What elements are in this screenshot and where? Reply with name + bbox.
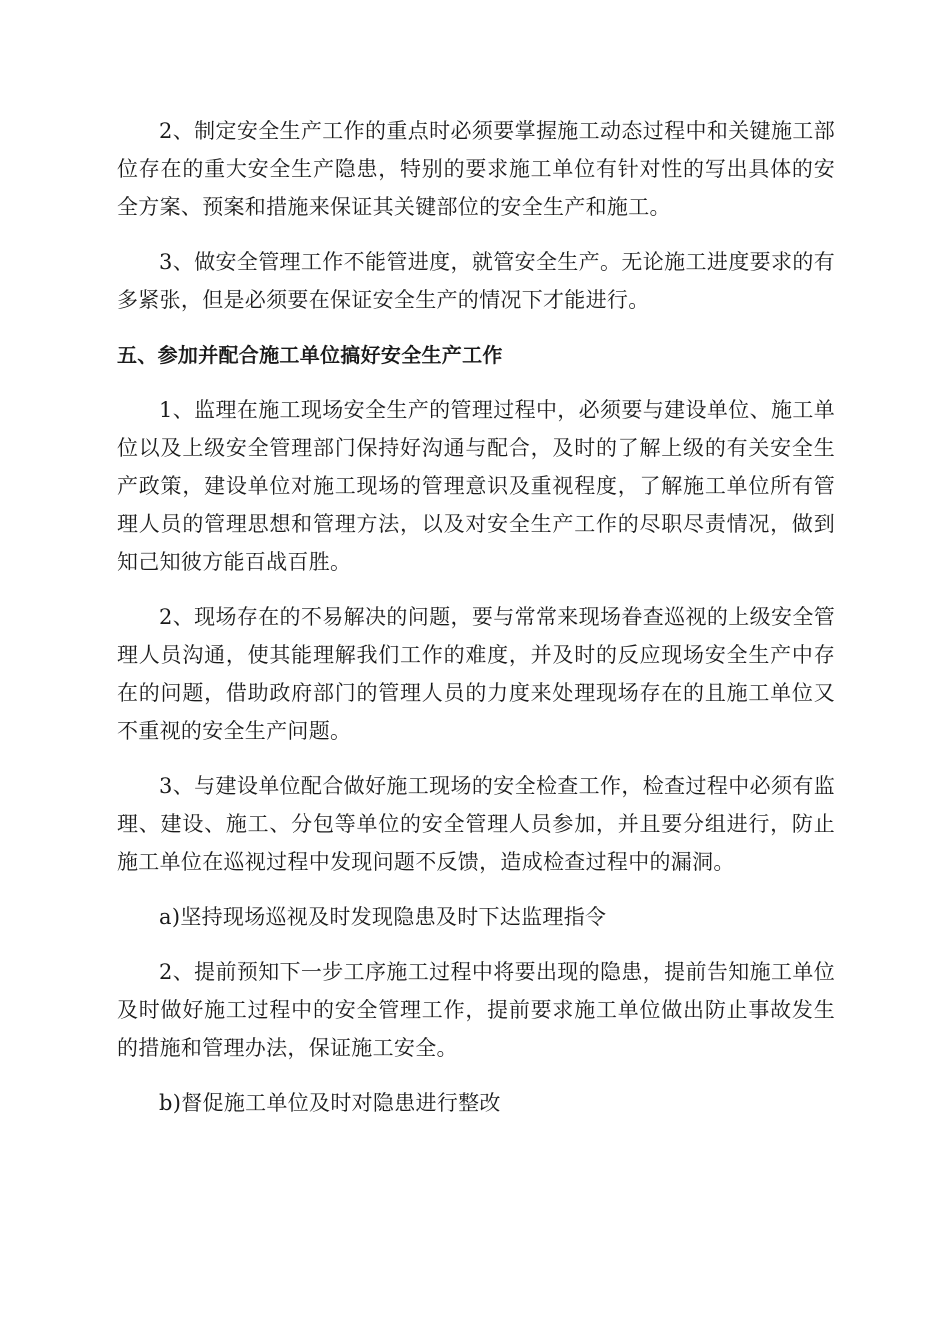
paragraph-hazard-prediction: 2、提前预知下一步工序施工过程中将要出现的隐患，提前告知施工单位及时做好施工过程中的安全管理工作，提前要求施工单位做出防止事故发生的措施和管理办法，保证施工安全。: [117, 960, 835, 1060]
paragraph-safety-inspection: 3、与建设单位配合做好施工现场的安全检查工作，检查过程中必须有监理、建设、施工、分包等单位的安全管理人员参加，并且要分组进行，防止施工单位在巡视过程中发现问题不反馈，造成检查过程中的漏洞。: [117, 774, 835, 874]
paragraph-communication: 1、监理在施工现场安全生产的管理过程中，必须要与建设单位、施工单位以及上级安全管理部门保持好沟通与配合，及时的了解上级的有关安全生产政策，建设单位对施工现场的管理意识及重视程度，了解施工单位所有管理人员的管理思想和管理方法，以及对安全生产工作的尽职尽责情况，做到知己知彼方能百战百胜。: [117, 398, 835, 574]
subheading-rectification: b)督促施工单位及时对隐患进行整改: [159, 1091, 501, 1115]
section-heading-cooperation: 五、参加并配合施工单位搞好安全生产工作: [117, 343, 503, 367]
document-body: [117, 112, 835, 1139]
paragraph-safety-focus: 2、制定安全生产工作的重点时必须要掌握施工动态过程中和关键施工部位存在的重大安全生产隐患，特别的要求施工单位有针对性的写出具体的安全方案、预案和措施来保证其关键部位的安全生产和施工。: [117, 119, 835, 219]
paragraph-difficult-problems: 2、现场存在的不易解决的问题，要与常常来现场眷查巡视的上级安全管理人员沟通，使其能理解我们工作的难度，并及时的反应现场安全生产中存在的问题，借助政府部门的管理人员的力度来处理现场存在的且施工单位又不重视的安全生产问题。: [117, 605, 835, 743]
paragraph-progress-vs-safety: 3、做安全管理工作不能管进度，就管安全生产。无论施工进度要求的有多紧张，但是必须要在保证安全生产的情况下才能进行。: [117, 250, 835, 312]
subheading-site-patrol: a)坚持现场巡视及时发现隐患及时下达监理指令: [159, 905, 607, 929]
